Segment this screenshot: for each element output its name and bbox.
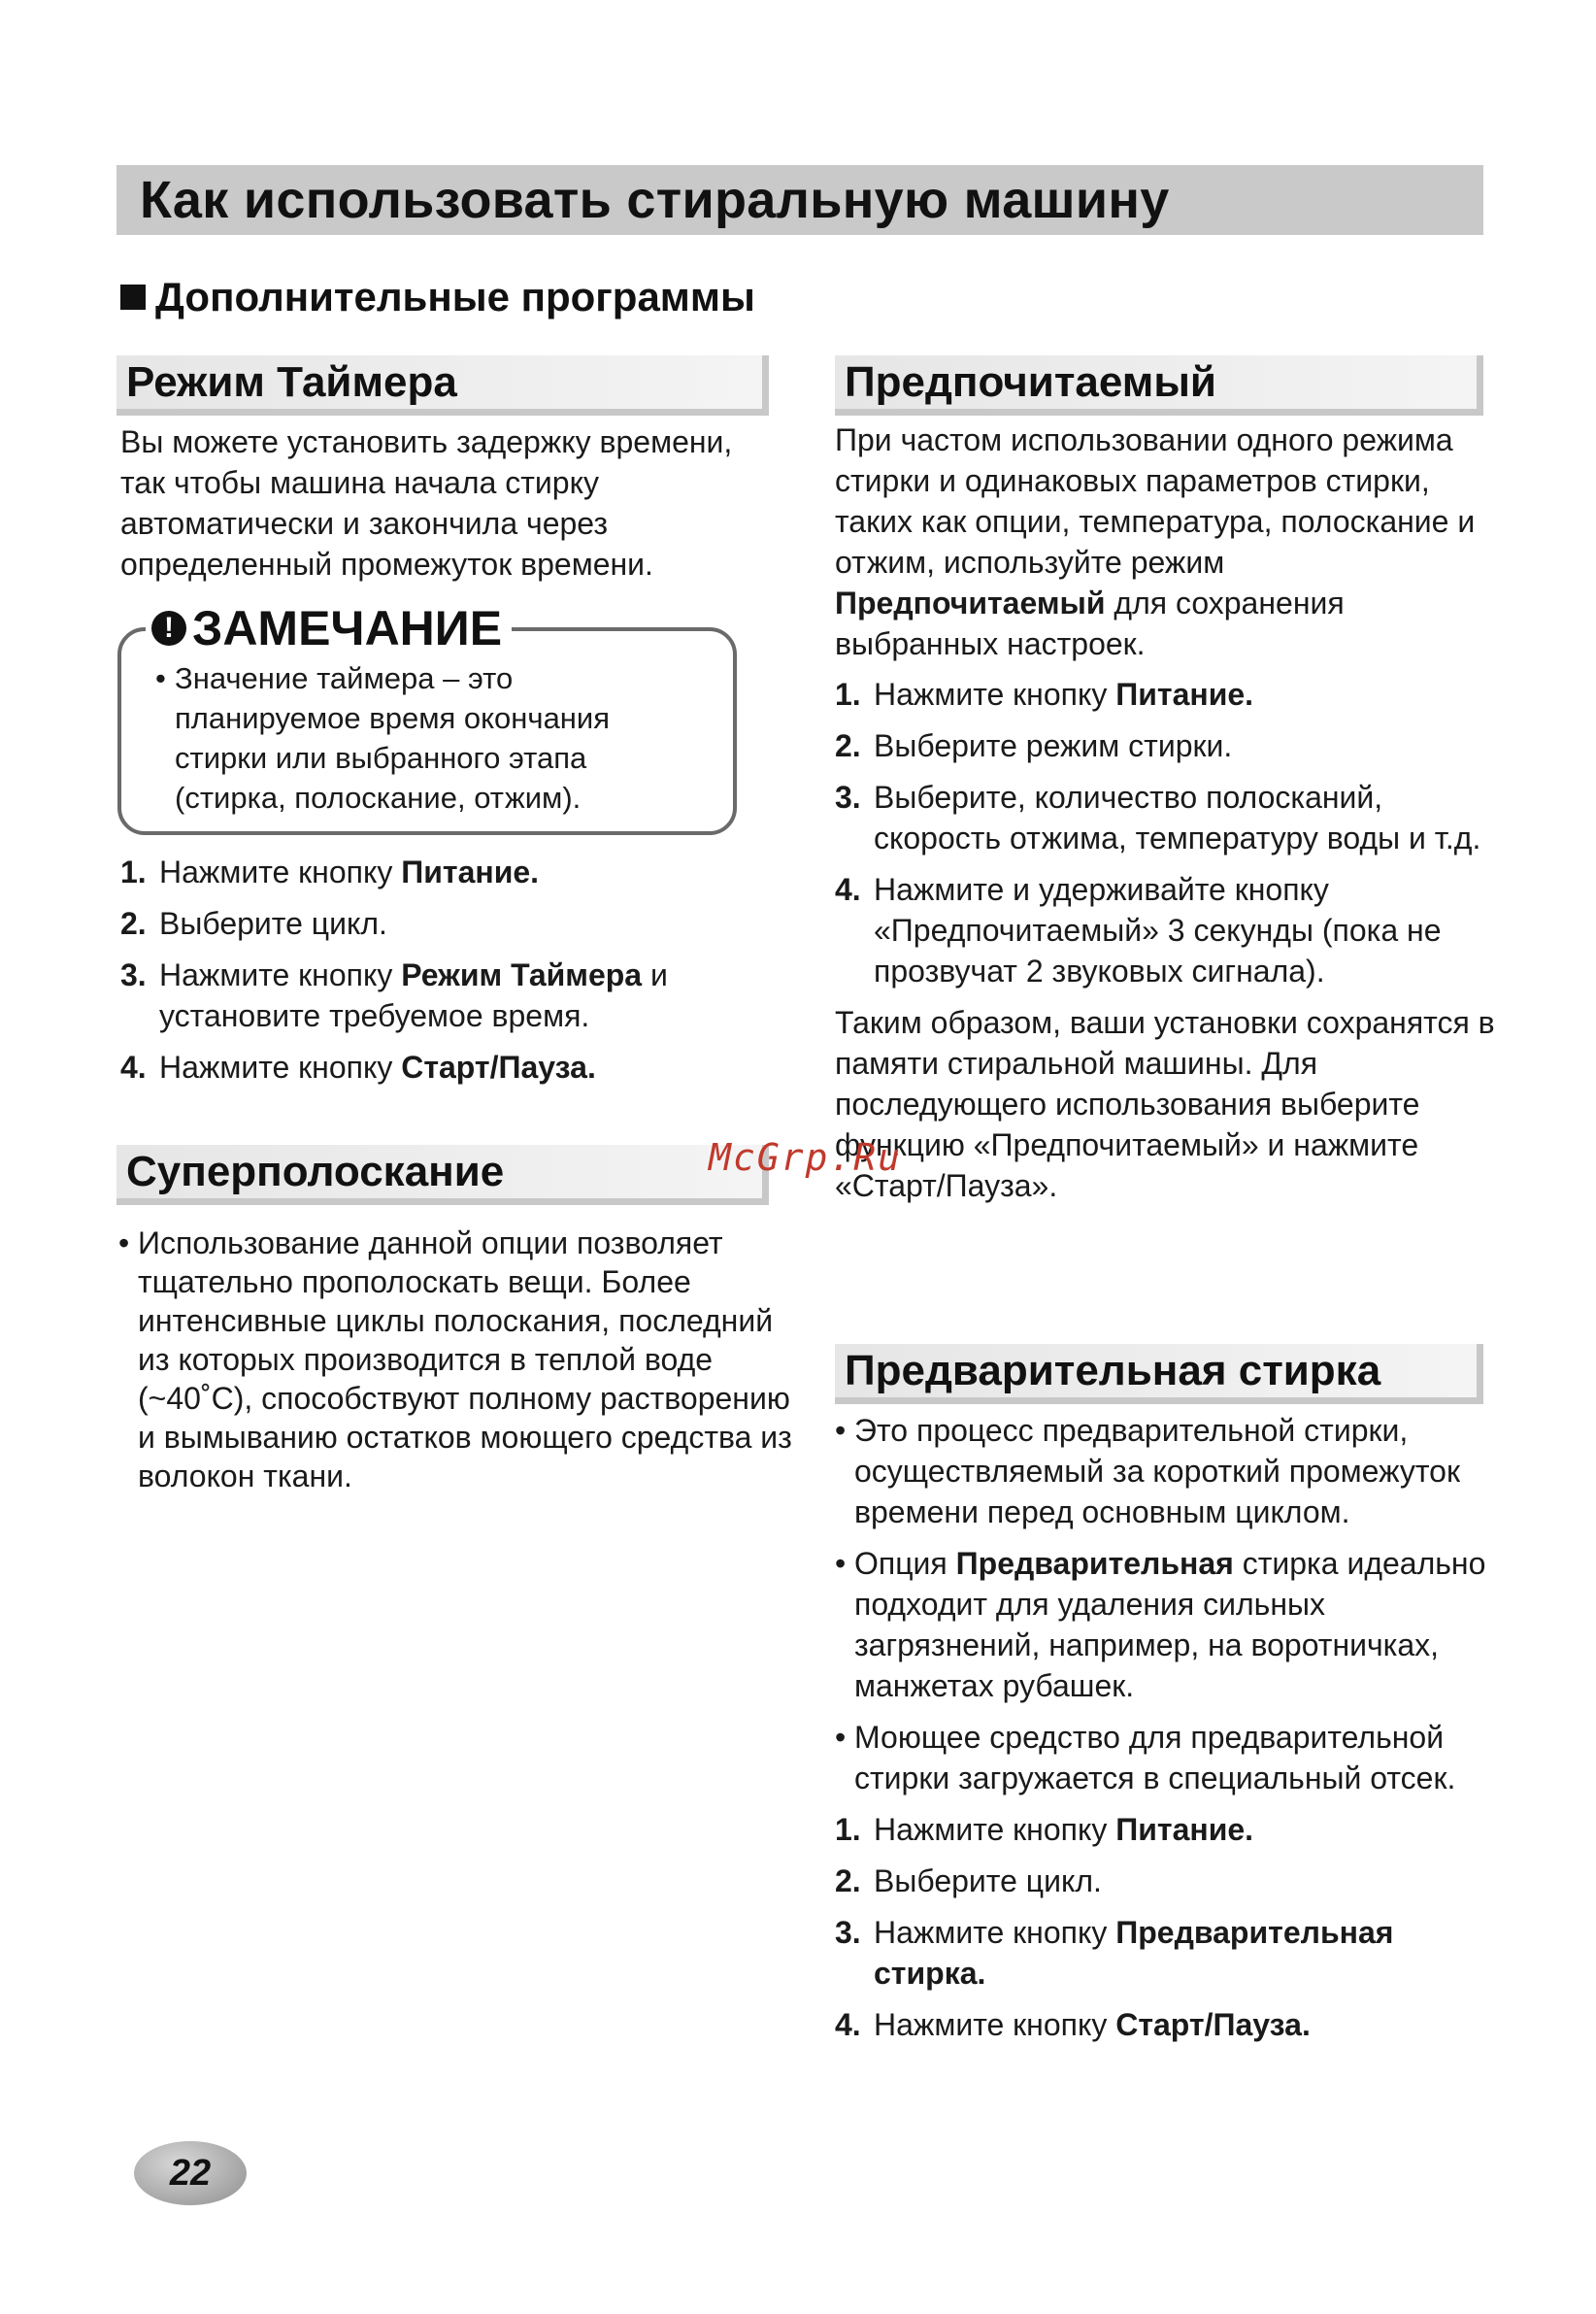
prewash-title: Предварительная стирка xyxy=(845,1346,1381,1394)
page-number: 22 xyxy=(169,2152,212,2194)
prewash-header xyxy=(835,1344,1483,1404)
step-item xyxy=(120,955,790,1036)
step-text xyxy=(874,1809,1495,1850)
step-item xyxy=(835,777,1495,858)
favorite-block xyxy=(835,419,1495,1206)
step-number: 1. xyxy=(835,1812,861,1847)
rinse-bullet xyxy=(118,1224,798,1495)
step-text-pre: Нажмите кнопку xyxy=(874,677,1116,712)
rinse-text: Использование данной опции позволяет тщательно прополоскать вещи. Более интенсивные циклы полоскания, последний из которых производится в теплой воде (~40˚С), способствуют полному растворению и вымыванию остатков моющего средства из волокон ткани. xyxy=(138,1225,792,1493)
step-number: 4. xyxy=(835,2007,861,2042)
step-item xyxy=(835,869,1495,991)
step-text-pre: Выберите режим стирки. xyxy=(874,728,1233,763)
timer-header xyxy=(116,355,769,416)
step-text xyxy=(874,2004,1495,2045)
exclamation-icon: ! xyxy=(151,611,186,646)
step-text-bold: Питание. xyxy=(1115,1812,1254,1847)
timer-steps xyxy=(120,852,790,1088)
favorite-intro xyxy=(835,419,1495,664)
note-text: Значение таймера – это планируемое время окончания стирки или выбранного этапа (стирка, полоскание, отжим). xyxy=(175,661,611,815)
step-number: 3. xyxy=(835,1915,861,1950)
step-text-bold: Старт/Пауза. xyxy=(1115,2007,1311,2042)
step-text xyxy=(874,674,1495,715)
bullet-text-pre: Это процесс предварительной стирки, осуществляемый за короткий промежуток времени перед основным циклом. xyxy=(854,1413,1460,1529)
step-text-pre: Нажмите кнопку xyxy=(159,1050,402,1085)
bullet-text xyxy=(854,1717,1495,1798)
step-number: 4. xyxy=(835,872,861,907)
step-text-pre: Нажмите кнопку xyxy=(159,957,402,992)
bullet-item xyxy=(835,1717,1495,1798)
step-text-pre: Выберите цикл. xyxy=(159,906,387,941)
step-item xyxy=(835,1912,1495,1994)
step-item xyxy=(120,903,790,944)
bullet-text-pre: Опция xyxy=(854,1546,956,1581)
step-text-bold: Питание. xyxy=(401,855,540,889)
note-title-text: ЗАМЕЧАНИЕ xyxy=(192,601,503,655)
favorite-intro-pre: При частом использовании одного режима стирки и одинаковых параметров стирки, таких как опции, температура, полоскание и отжим, используйте режим xyxy=(835,422,1476,580)
bullet-text-pre: Моющее средство для предварительной стирки загружается в специальный отсек. xyxy=(854,1720,1456,1795)
prewash-steps xyxy=(835,1809,1495,2045)
timer-steps-block xyxy=(120,852,790,1098)
step-text-bold: Старт/Пауза. xyxy=(401,1050,596,1085)
favorite-intro-bold: Предпочитаемый xyxy=(835,586,1106,620)
bullet-item xyxy=(835,1543,1495,1706)
step-number: 1. xyxy=(835,677,861,712)
step-text-bold: Режим Таймера xyxy=(401,957,643,992)
step-text-pre: Нажмите кнопку xyxy=(874,2007,1116,2042)
bullet-dot-icon: • xyxy=(118,1225,130,1260)
step-item xyxy=(835,1809,1495,1850)
step-number: 2. xyxy=(835,728,861,763)
page-title-bar xyxy=(116,165,1483,235)
section-title-text: Дополнительные программы xyxy=(155,274,755,319)
step-text-bold: Питание. xyxy=(1115,677,1254,712)
step-text xyxy=(159,1047,790,1088)
step-number: 3. xyxy=(120,957,147,992)
step-text-post: и установите требуемое время. xyxy=(159,957,668,1033)
bullet-dot-icon: • xyxy=(155,661,166,695)
bullet-dot-icon: • xyxy=(835,1546,847,1581)
note-text-block xyxy=(155,658,699,828)
step-item xyxy=(120,1047,790,1088)
prewash-block xyxy=(835,1410,1495,2056)
step-text-pre: Нажмите кнопку xyxy=(874,1812,1116,1847)
favorite-steps xyxy=(835,674,1495,991)
page-title: Как использовать стиральную машину xyxy=(140,171,1170,229)
step-text-pre: Нажмите кнопку xyxy=(159,855,402,889)
bullet-text-bold: Предварительная xyxy=(955,1546,1234,1581)
favorite-intro-post: для сохранения выбранных настроек. xyxy=(835,586,1345,661)
bullet-dot-icon: • xyxy=(835,1720,847,1755)
timer-intro-block xyxy=(120,421,781,585)
step-number: 2. xyxy=(835,1863,861,1898)
note-bullet xyxy=(155,658,699,818)
step-text xyxy=(159,852,790,892)
prewash-bullets xyxy=(835,1410,1495,1798)
square-bullet-icon xyxy=(120,285,146,310)
page-number-badge xyxy=(134,2141,247,2205)
step-number: 2. xyxy=(120,906,147,941)
timer-intro: Вы можете установить задержку времени, так чтобы машина начала стирку автоматически и закончила через определенный промежуток времени. xyxy=(120,424,733,582)
step-text-bold: Предварительная стирка. xyxy=(874,1915,1394,1991)
bullet-text xyxy=(854,1543,1495,1706)
spacer xyxy=(835,664,1495,674)
step-item xyxy=(835,674,1495,715)
step-text xyxy=(874,777,1495,858)
step-number: 3. xyxy=(835,780,861,815)
step-text-pre: Выберите цикл. xyxy=(874,1863,1102,1898)
bullet-dot-icon: • xyxy=(835,1413,847,1448)
bullet-text xyxy=(854,1410,1495,1532)
step-number: 4. xyxy=(120,1050,147,1085)
step-text xyxy=(159,955,790,1036)
step-item xyxy=(835,725,1495,766)
step-item xyxy=(835,2004,1495,2045)
rinse-title: Суперполоскание xyxy=(126,1147,505,1195)
step-text xyxy=(874,725,1495,766)
rinse-block xyxy=(118,1224,798,1506)
step-text xyxy=(874,869,1495,991)
note-title xyxy=(146,600,512,656)
timer-title: Режим Таймера xyxy=(126,357,457,406)
step-text-pre: Нажмите кнопку xyxy=(874,1915,1116,1950)
bullet-text-post: стирка идеально подходит для удаления сильных загрязнений, например, на воротничках, манжетах рубашек. xyxy=(854,1546,1486,1703)
favorite-outro: Таким образом, ваши установки сохранятся в памяти стиральной машины. Для последующего использования выберите функцию «Предпочитаемый» и нажмите «Старт/Пауза». xyxy=(835,1005,1495,1203)
rinse-header xyxy=(116,1145,769,1205)
section-title xyxy=(120,274,755,320)
step-text xyxy=(874,1861,1495,1901)
step-item xyxy=(835,1861,1495,1901)
step-item xyxy=(120,852,790,892)
step-text-pre: Нажмите и удерживайте кнопку «Предпочитаемый» 3 секунды (пока не прозвучат 2 звуковых сигнала). xyxy=(874,872,1442,989)
step-text xyxy=(874,1912,1495,1994)
favorite-header xyxy=(835,355,1483,416)
favorite-title: Предпочитаемый xyxy=(845,357,1216,406)
bullet-item xyxy=(835,1410,1495,1532)
step-text-pre: Выберите, количество полосканий, скорость отжима, температуру воды и т.д. xyxy=(874,780,1481,855)
step-number: 1. xyxy=(120,855,147,889)
step-text xyxy=(159,903,790,944)
watermark-text: McGrp.Ru xyxy=(709,1136,903,1179)
